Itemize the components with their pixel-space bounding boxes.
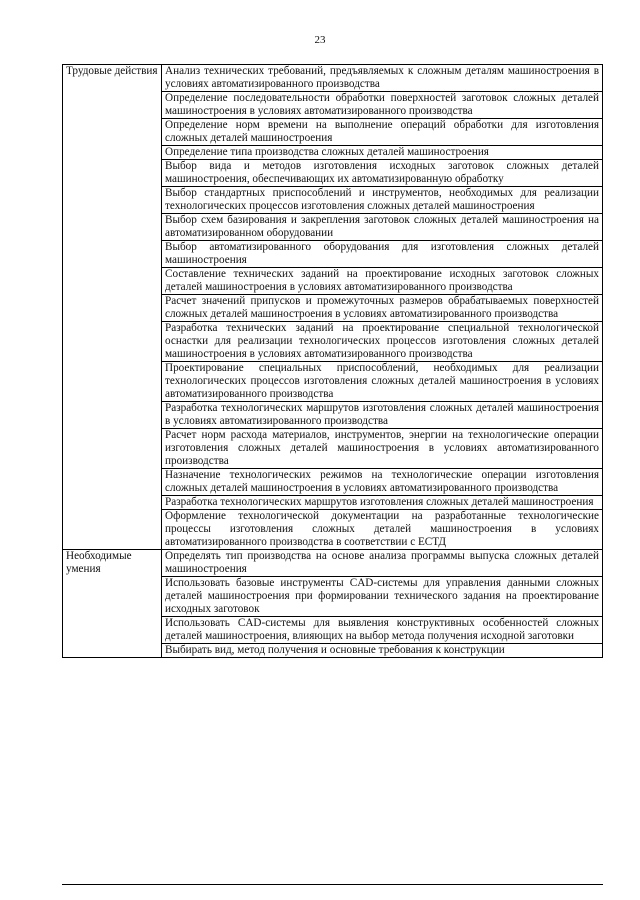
item-description: Расчет норм расхода материалов, инструментов, энергии на технологические операции изготовления сложных деталей машиностроения в условиях автоматизированного производства	[162, 429, 603, 469]
section-heading: Трудовые действия	[63, 65, 162, 550]
item-description: Составление технических заданий на проектирование исходных заготовок сложных деталей машиностроения в условиях автоматизированного производства	[162, 268, 603, 295]
item-description: Выбор стандартных приспособлений и инструментов, необходимых для реализации технологических процессов изготовления сложных деталей машиностроения	[162, 187, 603, 214]
item-description: Определение типа производства сложных деталей машиностроения	[162, 146, 603, 160]
item-description: Разработка технологических маршрутов изготовления сложных деталей машиностроения	[162, 496, 603, 510]
item-description: Расчет значений припусков и промежуточных размеров обрабатываемых поверхностей сложных деталей машиностроения в условиях автоматизированного производства	[162, 295, 603, 322]
item-description: Разработка технологических маршрутов изготовления сложных деталей машиностроения в условиях автоматизированного производства	[162, 402, 603, 429]
item-description: Выбор схем базирования и закрепления заготовок сложных деталей машиностроения на автоматизированном оборудовании	[162, 214, 603, 241]
item-description: Выбор вида и методов изготовления исходных заготовок сложных деталей машиностроения, обеспечивающих их автоматизированную обработку	[162, 160, 603, 187]
item-description: Проектирование специальных приспособлений, необходимых для реализации технологических процессов изготовления сложных деталей машиностроения в условиях автоматизированного производства	[162, 362, 603, 402]
item-description: Разработка технических заданий на проектирование специальной технологической оснастки для реализации технологических процессов изготовления сложных деталей машиностроения в условиях автоматизированного производства	[162, 322, 603, 362]
item-description: Назначение технологических режимов на технологические операции изготовления сложных деталей машиностроения в условиях автоматизированного производства	[162, 469, 603, 496]
item-description: Использовать базовые инструменты CAD-системы для управления данными сложных деталей машиностроения при формировании технического задания на проектирование исходных заготовок	[162, 577, 603, 617]
item-description: Использовать CAD-системы для выявления конструктивных особенностей сложных деталей машиностроения, влияющих на выбор метода получения исходной заготовки	[162, 617, 603, 644]
section-heading: Необходимые умения	[63, 550, 162, 658]
item-description: Определять тип производства на основе анализа программы выпуска сложных деталей машиностроения	[162, 550, 603, 577]
item-description: Определение норм времени на выполнение операций обработки для изготовления сложных деталей машиностроения	[162, 119, 603, 146]
page-number: 23	[314, 34, 326, 46]
page-bottom-rule	[62, 884, 603, 885]
table-row	[63, 550, 603, 577]
item-description: Выбор автоматизированного оборудования для изготовления сложных деталей машиностроения	[162, 241, 603, 268]
item-description: Определение последовательности обработки поверхностей заготовок сложных деталей машиностроения в условиях автоматизированного производства	[162, 92, 603, 119]
labor-functions-table	[62, 64, 603, 658]
item-description: Выбирать вид, метод получения и основные требования к конструкции	[162, 644, 603, 658]
item-description: Анализ технических требований, предъявляемых к сложным деталям машиностроения в условиях автоматизированного производства	[162, 65, 603, 92]
item-description: Оформление технологической документации на разработанные технологические процессы изготовления сложных деталей машиностроения в условиях автоматизированного производства в соответствии с ЕСТД	[162, 510, 603, 550]
table-row	[63, 65, 603, 92]
